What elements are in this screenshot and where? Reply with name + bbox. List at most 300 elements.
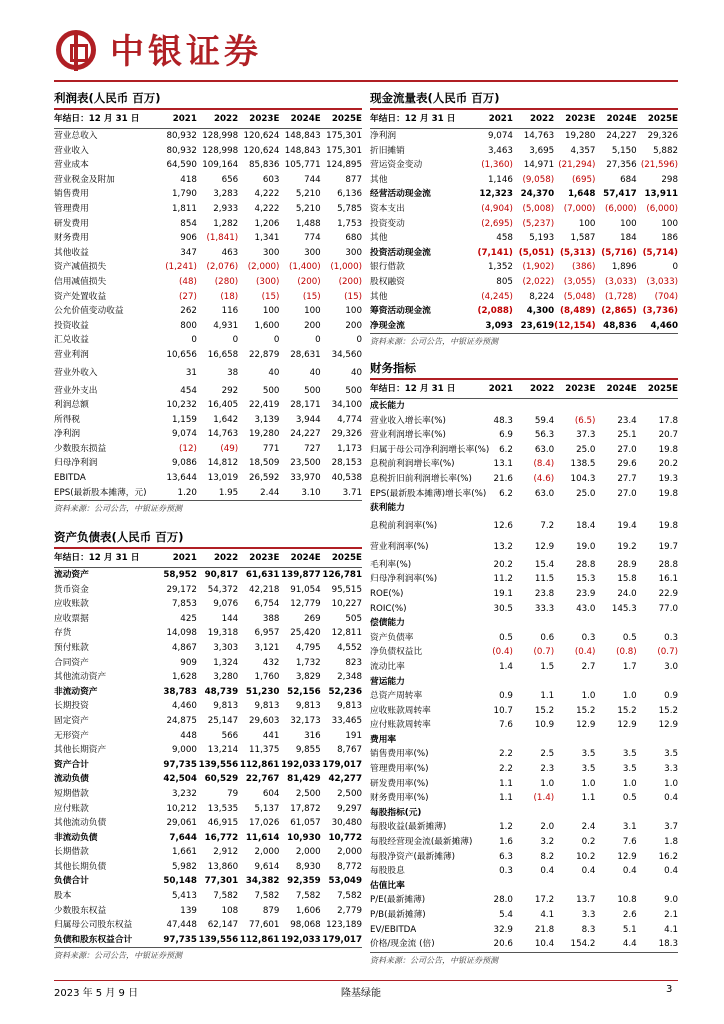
cell-value: 269	[304, 613, 321, 624]
row-label: 研发费用率(%)	[370, 778, 429, 789]
row-label: 每股股息	[370, 866, 405, 877]
table-row	[370, 718, 678, 733]
cell-value: 10,656	[166, 349, 197, 360]
financial-ratios	[370, 358, 678, 966]
cell-value: 684	[620, 174, 637, 185]
cell-value: 1,587	[570, 233, 596, 244]
cell-value: 22,879	[249, 349, 280, 360]
cell-value: 16.1	[658, 574, 678, 585]
cell-value: (280)	[214, 276, 239, 287]
cell-value: 1,790	[172, 189, 197, 200]
cell-value: 77.0	[658, 603, 678, 614]
cell-value: 23,619	[513, 319, 554, 334]
cell-value: 11.2	[493, 574, 513, 585]
cell-value: 179,017	[322, 759, 362, 770]
cell-value: 40	[350, 367, 362, 378]
cell-value: 6.9	[499, 430, 513, 441]
cell-value: 24,370	[520, 189, 555, 200]
cell-value: 877	[345, 174, 362, 185]
row-label: 归母净利润率(%)	[370, 574, 438, 585]
cell-value: (0.7)	[533, 647, 555, 658]
cell-value: 100	[620, 218, 637, 229]
cell-value: 4,867	[172, 642, 197, 653]
row-label: 利润总额	[54, 400, 89, 411]
row-label: 其他	[370, 291, 388, 302]
row-label: 营业利润	[54, 349, 89, 360]
cell-value: 191	[345, 730, 362, 741]
cell-value: (2,088)	[477, 306, 513, 317]
cell-value: 1.0	[581, 778, 596, 789]
table-row	[370, 129, 678, 144]
cell-value: 0.9	[499, 691, 513, 702]
cell-value: 604	[262, 788, 280, 799]
cell-value: 17.2	[534, 895, 555, 906]
cell-value: 60,529	[204, 774, 239, 785]
cell-value: 15.8	[617, 574, 637, 585]
cell-value: (49)	[220, 443, 239, 454]
cell-value: 100	[262, 306, 280, 317]
row-label: 销售费用	[54, 189, 89, 200]
cell-value: 292	[221, 385, 239, 396]
table-row	[370, 472, 678, 487]
cell-value: 500	[262, 385, 280, 396]
cell-value: 3.71	[321, 486, 362, 501]
table-row	[370, 747, 678, 762]
cell-value: 800	[180, 320, 197, 331]
table-row	[370, 704, 678, 719]
cell-value: 388	[262, 613, 280, 624]
cell-value: 1,753	[337, 218, 362, 229]
cell-value: 10,227	[331, 599, 362, 610]
row-label: 研发费用	[54, 218, 89, 229]
cell-value: 6,136	[337, 189, 362, 200]
cell-value: 64,590	[166, 160, 197, 171]
cell-value: 24,875	[166, 715, 197, 726]
row-label: 非流动负债	[54, 832, 98, 843]
cell-value: 25.0	[576, 488, 596, 499]
cell-value: 4,460	[172, 701, 197, 712]
cell-value: 10.9	[534, 720, 555, 731]
cell-value: 23.8	[534, 588, 555, 599]
cell-value: (48)	[179, 276, 197, 287]
cell-value: 13.1	[493, 459, 513, 470]
cell-value: (27)	[179, 291, 197, 302]
cell-value: 3.5	[581, 749, 596, 760]
cell-value: 48.3	[493, 415, 513, 426]
cell-value: 20.2	[658, 459, 678, 470]
cell-value: 27.0	[617, 488, 637, 499]
cell-value: 5.1	[622, 924, 637, 935]
cell-value: 6.2	[499, 488, 513, 499]
cell-value: 57,417	[603, 189, 637, 200]
cell-value: 6.3	[499, 851, 513, 862]
table-row	[54, 918, 362, 933]
header-year: 2022	[197, 549, 238, 568]
cell-value: 200	[304, 320, 321, 331]
row-label: 归属母公司股东权益	[54, 920, 133, 931]
cell-value: 1,324	[213, 657, 239, 668]
cell-value: 9,813	[295, 701, 321, 712]
row-label: 短期借款	[54, 788, 89, 799]
row-label: 息税前利润率(%)	[370, 520, 438, 531]
cell-value: 62,147	[207, 920, 239, 931]
table-row	[54, 874, 362, 889]
row-label: 固定资产	[54, 715, 89, 726]
cell-value: 58,952	[163, 570, 197, 580]
cell-value: 448	[180, 730, 197, 741]
row-label: 信用减值损失	[54, 276, 107, 287]
table-row	[54, 231, 362, 246]
cell-value: (695)	[572, 174, 596, 185]
row-label: 净负债权益比	[370, 647, 423, 658]
cell-value: 59.4	[534, 415, 555, 426]
table-header-row	[54, 110, 362, 129]
balance-table	[54, 549, 362, 948]
cell-value: 2,500	[295, 788, 321, 799]
page-header	[0, 0, 724, 82]
cell-value: 1.0	[540, 778, 555, 789]
table-row	[54, 772, 362, 787]
income-source: 资料来源：公司公告，中银证券预测	[54, 504, 182, 514]
table-row	[54, 831, 362, 846]
table-row	[54, 348, 362, 363]
cell-value: 0.5	[622, 793, 637, 804]
cell-value: (15)	[302, 291, 321, 302]
cell-value: 34,100	[331, 400, 362, 411]
table-row	[54, 319, 362, 334]
header-year: 2024E	[595, 110, 636, 129]
cell-value: 4,222	[254, 189, 280, 200]
cell-value: 2,000	[337, 847, 362, 858]
cell-value: 28,153	[331, 458, 362, 469]
table-row	[370, 864, 678, 879]
cell-value: (4,904)	[481, 203, 513, 214]
section-row	[370, 733, 678, 748]
footer-divider	[54, 980, 678, 981]
cell-value: (15)	[261, 291, 280, 302]
row-label: 资产合计	[54, 759, 89, 770]
table-row	[370, 275, 678, 290]
cell-value: 3.5	[664, 749, 678, 760]
cell-value: 805	[496, 276, 513, 287]
table-header-row	[370, 110, 678, 129]
row-label: 管理费用率(%)	[370, 764, 429, 775]
table-row	[54, 275, 362, 290]
cell-value: 2,000	[254, 847, 280, 858]
section-row	[370, 616, 678, 631]
cell-value: 3,280	[213, 672, 239, 683]
cell-value: 29,326	[647, 131, 678, 141]
cell-value: 0.4	[622, 866, 637, 877]
cell-value: 139,556	[197, 933, 238, 948]
row-label: 所得税	[54, 414, 81, 425]
cell-value: 28.8	[658, 559, 678, 570]
row-label: 长期投资	[54, 701, 89, 712]
cell-value: 192,033	[281, 759, 321, 770]
row-label: 营业税金及附加	[54, 174, 115, 185]
cell-value: 30,480	[331, 818, 362, 829]
row-label: 应付账款	[54, 803, 89, 814]
cell-value: 48,836	[595, 319, 636, 334]
table-row	[370, 850, 678, 865]
cell-value: 12,323	[479, 189, 513, 200]
cell-value: 40,538	[331, 473, 362, 484]
row-label: 货币资金	[54, 584, 89, 595]
cell-value: 126,781	[322, 570, 362, 580]
cell-value: 823	[345, 657, 362, 668]
row-label: ROE(%)	[370, 588, 404, 599]
cell-value: 85,836	[249, 160, 280, 171]
table-row	[370, 443, 678, 458]
row-label: 资产负债率	[370, 632, 414, 643]
cell-value: 63.0	[534, 444, 555, 455]
cell-value: 63.0	[534, 488, 555, 499]
cell-value: (5,051)	[518, 247, 555, 258]
cell-value: 1.0	[622, 778, 637, 789]
cell-value: 14,763	[207, 429, 239, 440]
cell-value: 91,054	[290, 584, 321, 595]
cell-value: 139,877	[281, 570, 321, 580]
cell-value: 13,911	[644, 189, 678, 200]
header-label: 年结日：12 月 31 日	[54, 110, 156, 129]
cell-value: 8,772	[337, 861, 362, 872]
row-label: 管理费用	[54, 203, 89, 214]
cell-value: 3,463	[488, 145, 513, 156]
cell-value: 144	[221, 613, 239, 624]
cell-value: 29.6	[617, 459, 637, 470]
cell-value: (7,141)	[477, 247, 513, 258]
table-row	[54, 187, 362, 202]
cell-value: 8.3	[581, 924, 596, 935]
cell-value: 425	[180, 613, 197, 624]
table-row	[370, 923, 678, 938]
cell-value: 0	[356, 335, 362, 346]
cell-value: 120,624	[243, 145, 280, 156]
row-label: 偿债能力	[370, 618, 405, 629]
table-row	[54, 699, 362, 714]
cell-value: 29,603	[249, 715, 280, 726]
row-label: 投资变动	[370, 218, 405, 229]
cell-value: 0	[273, 335, 280, 346]
cell-value: 27,356	[606, 160, 637, 171]
row-label: 资产处置收益	[54, 291, 107, 302]
cell-value: 19,280	[565, 131, 596, 141]
cell-value: 2.0	[540, 822, 555, 833]
cell-value: 22,419	[249, 400, 280, 411]
header-year: 2024E	[279, 549, 320, 568]
cell-value: (2,022)	[522, 276, 555, 287]
cell-value: 1.5	[540, 661, 555, 672]
table-row	[54, 685, 362, 700]
cell-value: 744	[304, 174, 321, 185]
row-label: 其他长期资产	[54, 745, 107, 756]
cell-value: 3,944	[295, 414, 321, 425]
cell-value: 1,600	[254, 320, 280, 331]
cell-value: 458	[496, 233, 513, 244]
table-row	[370, 217, 678, 232]
cell-value: 17,872	[290, 803, 321, 814]
cell-value: 1,896	[611, 262, 637, 273]
cell-value: 1.0	[622, 691, 637, 702]
row-label: 归属于母公司净利润增长率(%)	[370, 444, 490, 455]
cell-value: 9,813	[337, 701, 362, 712]
row-label: 其他收益	[54, 247, 89, 258]
row-label: 经营活动现金流	[370, 189, 431, 200]
cell-value: 316	[304, 730, 321, 741]
cell-value: 14,098	[166, 628, 197, 639]
cell-value: 19.8	[658, 444, 678, 455]
table-row	[370, 304, 678, 319]
row-label: 每股经营现金流(最新摊薄)	[370, 837, 473, 848]
cell-value: 5,882	[653, 145, 678, 156]
header-year: 2025E	[637, 110, 678, 129]
cell-value: 32,173	[290, 715, 321, 726]
row-label: 营运能力	[370, 676, 405, 687]
cell-value: (0.4)	[492, 647, 513, 658]
cell-value: (5,313)	[560, 247, 596, 258]
cell-value: 139	[180, 905, 197, 916]
row-label: 毛利率(%)	[370, 559, 412, 570]
cell-value: 432	[262, 657, 280, 668]
cell-value: 0.3	[664, 632, 678, 643]
cell-value: 5.4	[499, 910, 513, 920]
cell-value: 15.3	[576, 574, 596, 585]
cell-value: 3.5	[581, 764, 596, 775]
cell-value: 50,148	[163, 876, 197, 887]
table-row	[54, 471, 362, 486]
table-row	[370, 645, 678, 660]
cell-value: 98,068	[290, 920, 321, 931]
cell-value: 0.9	[664, 691, 678, 702]
table-row	[54, 442, 362, 457]
row-label: 营业外收入	[54, 367, 98, 378]
cell-value: 2.2	[499, 764, 513, 775]
table-row	[370, 260, 678, 275]
cell-value: 145.3	[611, 603, 637, 614]
cashflow-title: 现金流量表(人民币 百万)	[370, 88, 678, 110]
footer-date: 2023 年 5 月 9 日	[54, 988, 139, 999]
cell-value: (5,714)	[642, 247, 678, 258]
cell-value: 139,556	[198, 759, 239, 770]
cell-value: 1,159	[172, 414, 197, 425]
cell-value: 92,359	[287, 876, 321, 887]
header-year: 2021	[472, 110, 513, 129]
cell-value: (5,716)	[601, 247, 637, 258]
cell-value: 0.4	[581, 866, 596, 877]
cell-value: 300	[304, 247, 321, 258]
cell-value: 3,829	[295, 672, 321, 683]
table-row	[370, 457, 678, 472]
cell-value: 51,230	[245, 686, 280, 697]
cell-value: 192,033	[279, 933, 320, 948]
cell-value: 42,277	[328, 774, 362, 785]
table-header-row	[370, 380, 678, 399]
cell-value: 100	[304, 306, 321, 317]
cell-value: 656	[221, 174, 239, 185]
cell-value: 12.9	[576, 720, 596, 731]
table-row	[370, 428, 678, 443]
cell-value: (200)	[297, 276, 321, 287]
cell-value: (1,902)	[522, 262, 555, 273]
cell-value: 42,218	[249, 584, 280, 595]
row-label: 股本	[54, 891, 72, 902]
cell-value: 4,931	[213, 320, 239, 331]
table-row	[54, 217, 362, 232]
cell-value: 61,057	[290, 818, 321, 829]
table-row	[54, 202, 362, 217]
cell-value: 154.2	[554, 937, 595, 952]
table-row	[54, 816, 362, 831]
section-row	[370, 675, 678, 690]
row-label: 资本支出	[370, 203, 405, 214]
cell-value: 2.44	[238, 486, 279, 501]
cell-value: (2,076)	[206, 262, 239, 273]
header-year: 2025E	[637, 380, 678, 399]
cell-value: 123,189	[326, 920, 362, 931]
header-year: 2022	[513, 110, 554, 129]
table-row	[54, 758, 362, 773]
cell-value: 9,074	[172, 429, 197, 440]
table-row	[54, 398, 362, 413]
cell-value: 9,000	[172, 745, 197, 756]
table-row	[370, 246, 678, 261]
header-year: 2021	[156, 110, 197, 129]
cell-value: 9,074	[488, 131, 513, 141]
cell-value: 300	[262, 247, 280, 258]
table-row	[54, 845, 362, 860]
cell-value: 5,785	[337, 203, 362, 214]
cell-value: 1,341	[254, 233, 280, 244]
ratios-source: 资料来源：公司公告，中银证券预测	[370, 955, 498, 965]
cell-value: 28,631	[290, 349, 321, 360]
cell-value: (4,245)	[481, 291, 513, 302]
cell-value: 24,227	[606, 131, 637, 141]
cell-value: 34,382	[245, 876, 280, 887]
table-row	[370, 908, 678, 923]
cell-value: 0	[232, 335, 239, 346]
cell-value: 22.9	[658, 588, 678, 599]
cell-value: 1,352	[488, 262, 513, 273]
cell-value: (1,000)	[330, 262, 362, 273]
cell-value: 1.1	[540, 691, 555, 702]
cell-value: 9,813	[213, 701, 239, 712]
table-row	[54, 413, 362, 428]
cell-value: 4,300	[526, 306, 555, 317]
row-label: 成长能力	[370, 401, 405, 411]
row-label: 少数股东权益	[54, 905, 107, 916]
cell-value: (3,033)	[605, 276, 637, 287]
cell-value: 1.8	[664, 837, 678, 848]
cell-value: 262	[180, 306, 197, 317]
cell-value: 2,500	[337, 788, 362, 799]
cell-value: 19.7	[658, 541, 678, 552]
cell-value: 90,817	[204, 570, 239, 580]
cell-value: 12.9	[617, 720, 637, 731]
row-label: 归母净利润	[54, 458, 98, 469]
row-label: 流动资产	[54, 570, 89, 580]
cell-value: 3,303	[213, 642, 239, 653]
cell-value: 5,137	[254, 803, 280, 814]
cell-value: 19,280	[249, 429, 280, 440]
table-row	[54, 743, 362, 758]
row-label: 应收账款周转率	[370, 705, 431, 716]
cell-value: 5,982	[172, 861, 197, 872]
row-label: 应付账款周转率	[370, 720, 431, 731]
table-row	[54, 129, 362, 144]
cell-value: 3.5	[622, 749, 637, 760]
cell-value: 4,552	[337, 642, 362, 653]
cell-value: 12,779	[290, 599, 321, 610]
